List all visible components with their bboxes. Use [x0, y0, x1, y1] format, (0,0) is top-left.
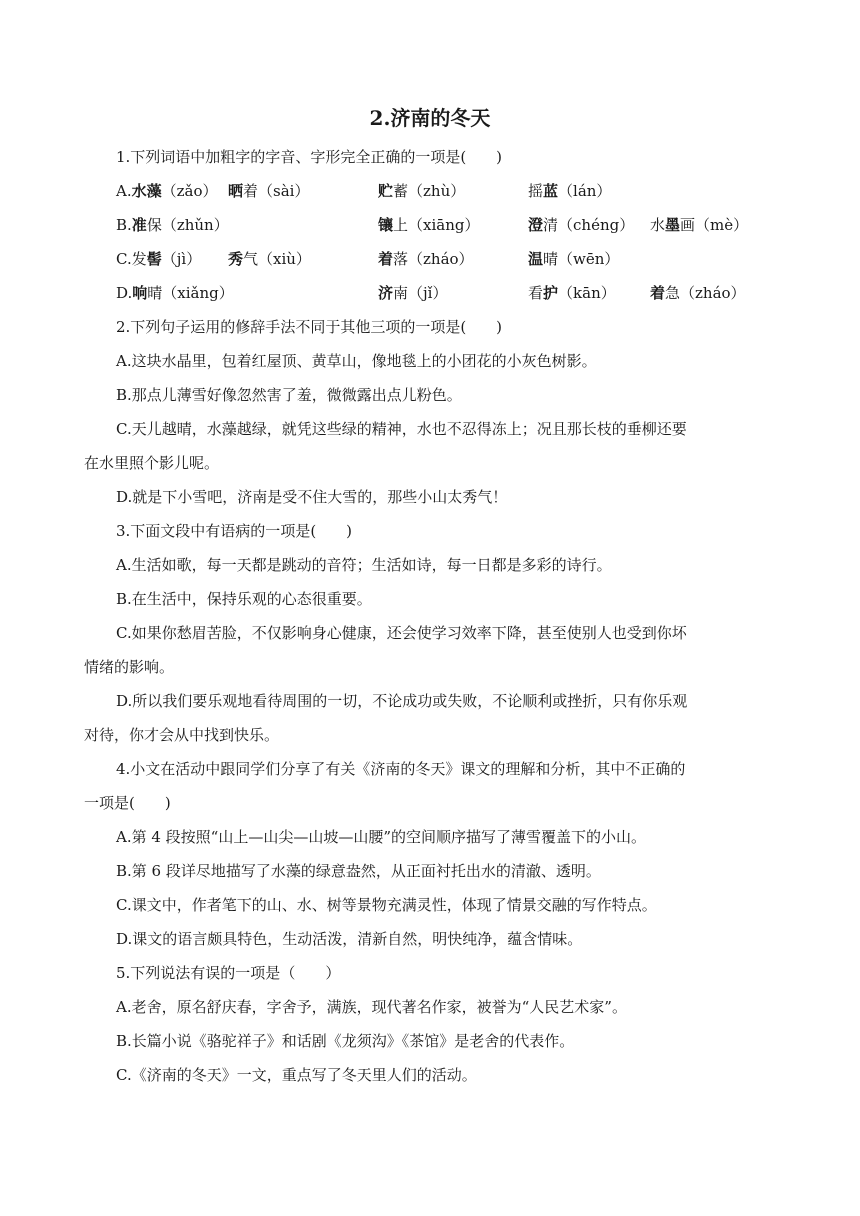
pinyin: 清（chéng） — [543, 216, 635, 234]
option-label: D. — [116, 284, 133, 302]
q3-option-a: A.生活如歌，每一天都是跳动的音符；生活如诗，每一日都是多彩的诗行。 — [116, 556, 612, 574]
q3-stem: 3.下面文段中有语病的一项是( ) — [116, 522, 353, 540]
bold-char: 响 — [132, 284, 148, 302]
q2-option-b: B.那点儿薄雪好像忽然害了羞，微微露出点儿粉色。 — [116, 386, 462, 404]
q3-option-d: D.所以我们要乐观地看待周围的一切，不论成功或失败，不论顺利或挫折，只有你乐观 — [116, 692, 688, 710]
q4-option-b: B.第 6 段详尽地描写了水藻的绿意盎然，从正面衬托出水的清澈、透明。 — [116, 862, 601, 880]
q2-option-a: A.这块水晶里，包着红屋顶、黄草山，像地毯上的小团花的小灰色树影。 — [116, 352, 597, 370]
bold-char: 护 — [543, 284, 559, 302]
q4-option-a: A.第 4 段按照“山上—山尖—山坡—山腰”的空间顺序描写了薄雪覆盖下的小山。 — [116, 828, 647, 846]
bold-char: 水藻 — [131, 182, 162, 200]
pinyin: （zǎo） — [161, 182, 218, 200]
q3-option-c: C.如果你愁眉苦脸，不仅影响身心健康，还会使学习效率下降，甚至使别人也受到你坏 — [116, 624, 687, 642]
pinyin: （jì） — [161, 250, 202, 268]
bold-char: 温 — [528, 250, 544, 268]
q4-option-d: D.课文的语言颇具特色，生动活泼，清新自然，明快纯净，蕴含情味。 — [116, 930, 583, 948]
q4-stem: 4.小文在活动中跟同学们分享了有关《济南的冬天》课文的理解和分析，其中不正确的 — [116, 760, 686, 778]
bold-char: 秀 — [228, 250, 244, 268]
q3-option-d-cont: 对待，你才会从中找到快乐。 — [84, 726, 280, 744]
pinyin: 气（xiù） — [243, 250, 311, 268]
plain-char: 看 — [528, 284, 544, 302]
q5-option-a: A.老舍，原名舒庆春，字舍予，满族，现代著名作家，被誉为“人民艺术家”。 — [116, 998, 627, 1016]
q1-stem: 1.下列词语中加粗字的字音、字形完全正确的一项是( ) — [116, 148, 503, 166]
bold-char: 着 — [378, 250, 394, 268]
bold-char: 蓝 — [543, 182, 559, 200]
pinyin: 上（xiāng） — [393, 216, 480, 234]
q4-stem-cont: 一项是( ) — [84, 794, 171, 812]
pinyin: 南（jǐ） — [393, 284, 448, 302]
pinyin: 晴（wēn） — [543, 250, 620, 268]
q2-option-d: D.就是下小雪吧，济南是受不住大雪的，那些小山太秀气！ — [116, 488, 508, 506]
bold-char: 澄 — [528, 216, 544, 234]
plain-char: 摇 — [528, 182, 544, 200]
plain-char: 水 — [650, 216, 666, 234]
pinyin: 急（zháo） — [665, 284, 746, 302]
pinyin: 落（zháo） — [393, 250, 474, 268]
pinyin: 保（zhǔn） — [146, 216, 229, 234]
q3-option-c-cont: 情绪的影响。 — [84, 658, 175, 676]
bold-char: 济 — [378, 284, 394, 302]
bold-char: 墨 — [665, 216, 681, 234]
q4-option-c: C.课文中，作者笔下的山、水、树等景物充满灵性，体现了情景交融的写作特点。 — [116, 896, 657, 914]
q5-option-b: B.长篇小说《骆驼祥子》和话剧《龙须沟》《茶馆》是老舍的代表作。 — [116, 1032, 575, 1050]
option-label: B. — [116, 216, 132, 234]
q2-option-c: C.天儿越晴，水藻越绿，就凭这些绿的精神，水也不忍得冻上；况且那长枝的垂柳还要 — [116, 420, 687, 438]
q2-option-c-cont: 在水里照个影儿呢。 — [84, 454, 220, 472]
bold-char: 贮 — [378, 182, 394, 200]
q2-stem: 2.下列句子运用的修辞手法不同于其他三项的一项是( ) — [116, 318, 503, 336]
bold-char: 镶 — [378, 216, 394, 234]
option-label: A. — [116, 182, 132, 200]
option-label: C. — [116, 250, 132, 268]
bold-char: 准 — [131, 216, 147, 234]
bold-char: 髻 — [146, 250, 162, 268]
q3-option-b: B.在生活中，保持乐观的心态很重要。 — [116, 590, 372, 608]
q5-option-c: C.《济南的冬天》一文，重点写了冬天里人们的活动。 — [116, 1066, 477, 1084]
pinyin: 画（mè） — [680, 216, 749, 234]
bold-char: 着 — [650, 284, 666, 302]
pinyin: 晴（xiǎng） — [147, 284, 234, 302]
q5-stem: 5.下列说法有误的一项是（ ） — [116, 964, 341, 982]
pinyin: 着（sài） — [243, 182, 310, 200]
bold-char: 晒 — [228, 182, 244, 200]
pinyin: （kān） — [558, 284, 616, 302]
pinyin: 蓄（zhù） — [393, 182, 466, 200]
plain-char: 发 — [131, 250, 147, 268]
page-title: 2.济南的冬天 — [369, 106, 491, 130]
pinyin: （lán） — [558, 182, 612, 200]
